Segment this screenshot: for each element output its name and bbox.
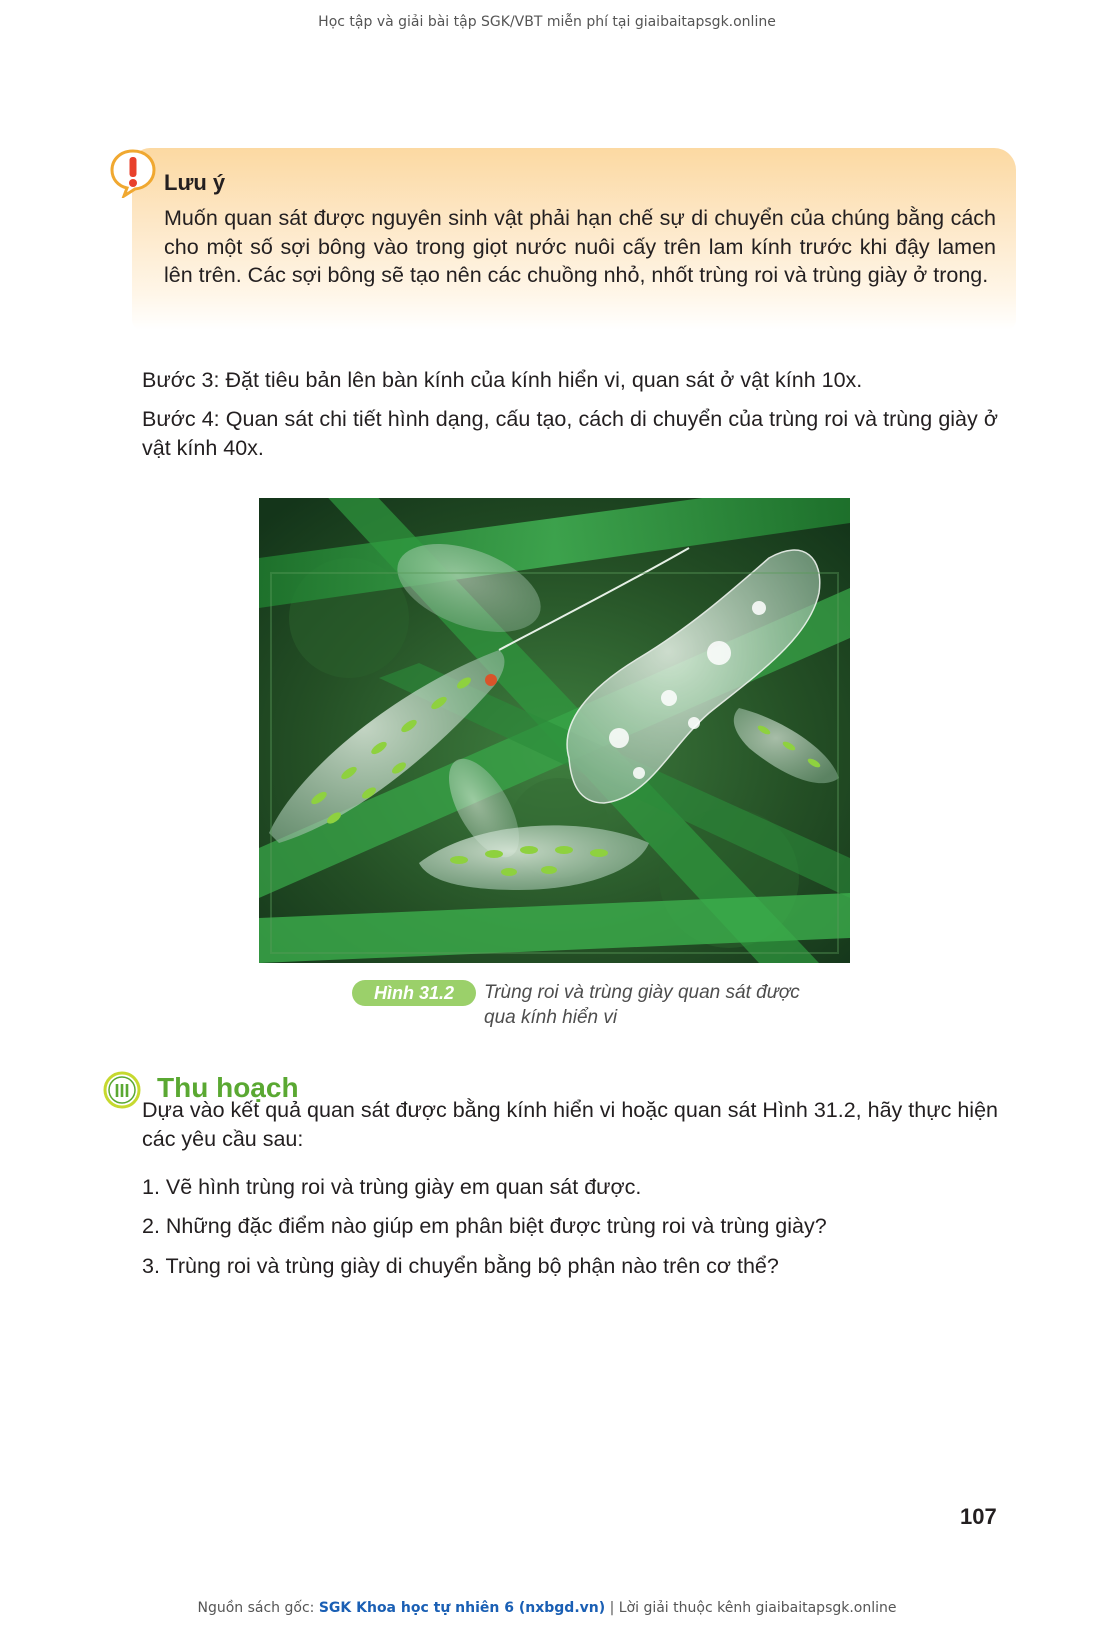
page-footer <box>0 1600 1094 1616</box>
footer-prefix: Nguồn sách gốc: <box>197 1600 315 1616</box>
figure-label: Hình 31.2 <box>352 980 476 1006</box>
task-item: 1. Vẽ hình trùng roi và trùng giày em quan sát được. <box>142 1175 642 1199</box>
footer-source-link[interactable]: SGK Khoa học tự nhiên 6 (nxbgd.vn) <box>318 1600 606 1616</box>
step-3: Bước 3: Đặt tiêu bản lên bàn kính của kính hiển vi, quan sát ở vật kính 10x. <box>142 368 863 392</box>
task-item: 3. Trùng roi và trùng giày di chuyển bằng bộ phận nào trên cơ thể? <box>142 1254 779 1278</box>
section-intro: Dựa vào kết quả quan sát được bằng kính hiển vi hoặc quan sát Hình 31.2, hãy thực hiện các yêu cầu sau: <box>142 1098 998 1151</box>
figure-caption: Trùng roi và trùng giày quan sát được qua kính hiển vi <box>484 982 800 1028</box>
task-item: 2. Những đặc điểm nào giúp em phân biệt được trùng roi và trùng giày? <box>142 1214 827 1238</box>
page-number: 107 <box>960 1504 997 1529</box>
exclamation-icon <box>108 148 158 198</box>
microscope-image <box>259 498 850 963</box>
note-title: Lưu ý <box>164 170 226 195</box>
section-number-badge <box>102 1070 142 1110</box>
step-4: Bước 4: Quan sát chi tiết hình dạng, cấu tạo, cách di chuyển của trùng roi và trùng giày ở vật kính 40x. <box>142 407 998 460</box>
section-number: III <box>114 1081 130 1101</box>
section-title: Thu hoạch <box>157 1072 299 1103</box>
footer-suffix: | Lời giải thuộc kênh giaibaitapsgk.online <box>609 1600 897 1616</box>
note-text: Muốn quan sát được nguyên sinh vật phải hạn chế sự di chuyển của chúng bằng cách cho một số sợi bông vào trong giọt nước nuôi cấy trên lam kính trước khi đậy lamen lên trên. Các sợi bông sẽ tạo nên các chuồng nhỏ, nhốt trùng roi và trùng giày ở trong. <box>164 206 996 287</box>
page-header: Học tập và giải bài tập SGK/VBT miễn phí tại giaibaitapsgk.online <box>318 14 776 30</box>
